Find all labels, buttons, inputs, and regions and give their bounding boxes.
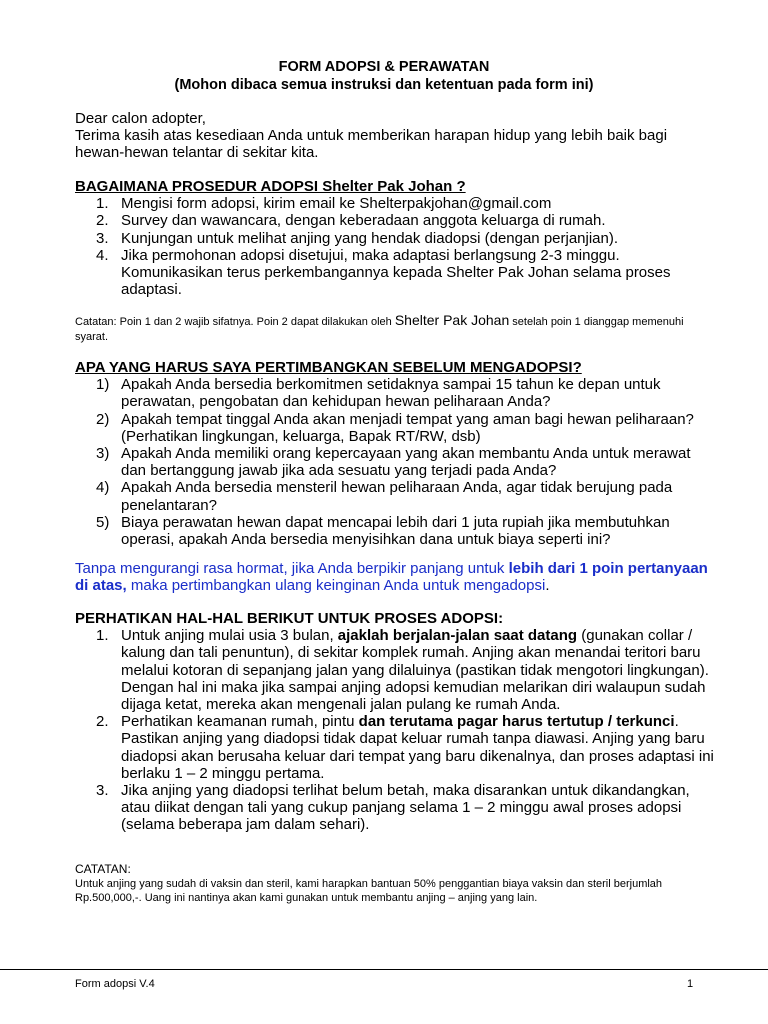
list-item: 2. Survey dan wawancara, dengan keberadaan anggota keluarga di rumah. [96, 212, 606, 230]
list-item: 1. Untuk anjing mulai usia 3 bulan, ajaklah berjalan-jalan saat datang (gunakan collar / kalung dan tali penuntun), di sekitar komplek rumah. Anjing akan menandai teritori baru melalui kotoran di sepanjang jalan yang dilaluinya (pastikan tidak mengotori lingkungan). Dengan hal ini maka jika sampai anjing adopsi kemudian melarikan diri walaupun sudah dijaga ketat, mereka akan mengenali jalan pulang ke rumah Anda. [96, 627, 709, 714]
warning-note: Tanpa mengurangi rasa hormat, jika Anda berpikir panjang untuk lebih dari 1 poin pertanyaan di atas, maka pertimbangkan ulang keinginan Anda untuk mengadopsi. [75, 560, 708, 595]
list-item: 2. Perhatikan keamanan rumah, pintu dan terutama pagar harus tertutup / terkunci. Pastikan anjing yang diadopsi tidak dapat keluar rumah tanpa diawasi. Anjing yang baru diadopsi akan berusaha keluar dari tempat yang baru dikenalnya, dan proses adaptasi ini berlaku 1 – 2 minggu pertama. [96, 713, 714, 782]
considerations-section [75, 359, 715, 548]
list-item: 1) Apakah Anda bersedia berkomitmen setidaknya sampai 15 tahun ke depan untuk perawatan, pengobatan dan kehidupan hewan peliharaan Anda? [96, 376, 661, 411]
attention-heading: PERHATIKAN HAL-HAL BERIKUT UNTUK PROSES ADOPSI: [75, 610, 504, 627]
procedure-note: Catatan: Poin 1 dan 2 wajib sifatnya. Poin 2 dapat dilakukan oleh Shelter Pak Johan setelah poin 1 dianggap memenuhi syarat. [75, 312, 684, 343]
list-item: 3) Apakah Anda memiliki orang kepercayaan yang akan membantu Anda untuk merawat dan bertanggung jawab jika ada sesuatu yang terjadi pada Anda? [96, 445, 691, 480]
list-item: 4. Jika permohonan adopsi disetujui, maka adaptasi berlangsung 2-3 minggu. Komunikasikan terus perkembangannya kepada Shelter Pak Johan selama proses adaptasi. [96, 246, 671, 299]
footer-divider [0, 969, 768, 970]
catatan-label: CATATAN: [75, 862, 131, 876]
list-item: 2) Apakah tempat tinggal Anda akan menjadi tempat yang aman bagi hewan peliharaan? (Perhatikan lingkungan, keluarga, Bapak RT/RW, dsb) [96, 410, 694, 445]
footer-label: Form adopsi V.4 [75, 978, 155, 990]
procedure-section [75, 178, 715, 298]
intro-body: Terima kasih atas kesediaan Anda untuk memberikan harapan hidup yang lebih baik bagi hewan-hewan telantar di sekitar kita. [75, 127, 668, 162]
catatan-section [75, 862, 715, 906]
attention-section [75, 610, 715, 834]
greeting: Dear calon adopter, [75, 110, 206, 127]
procedure-list [75, 195, 715, 298]
considerations-heading: APA YANG HARUS SAYA PERTIMBANGKAN SEBELUM MENGADOPSI? [75, 359, 582, 376]
list-item: 3. Kunjungan untuk melihat anjing yang hendak diadopsi (dengan perjanjian). [96, 229, 619, 247]
intro [75, 110, 715, 162]
list-item: 1. Mengisi form adopsi, kirim email ke Shelterpakjohan@gmail.com [96, 195, 552, 213]
attention-list [75, 627, 715, 833]
list-item: 3. Jika anjing yang diadopsi terlihat belum betah, maka disarankan untuk dikandangkan, atau diikat dengan tali yang cukup panjang selama 1 – 2 minggu awal proses adopsi (selama beberapa jam dalam sehari). [96, 782, 690, 834]
list-item: 4) Apakah Anda bersedia mensteril hewan peliharaan Anda, agar tidak berujung pada penelantaran? [96, 479, 673, 514]
form-subtitle: (Mohon dibaca semua instruksi dan ketentuan pada form ini) [174, 77, 594, 93]
list-item: 5) Biaya perawatan hewan dapat mencapai lebih dari 1 juta rupiah jika membutuhkan operasi, apakah Anda bersedia menyisihkan dana untuk biaya seperti ini? [96, 513, 670, 549]
considerations-list [75, 376, 715, 548]
procedure-heading: BAGAIMANA PROSEDUR ADOPSI Shelter Pak Johan ? [75, 178, 466, 195]
catatan-text: Untuk anjing yang sudah di vaksin dan steril, kami harapkan bantuan 50% penggantian biaya vaksin dan steril berjumlah Rp.500,000,-. Uang ini nantinya akan kami gunakan untuk membantu anjing – anjing yang lain. [75, 877, 663, 904]
form-title: FORM ADOPSI & PERAWATAN [278, 59, 490, 75]
page-number: 1 [687, 978, 694, 990]
